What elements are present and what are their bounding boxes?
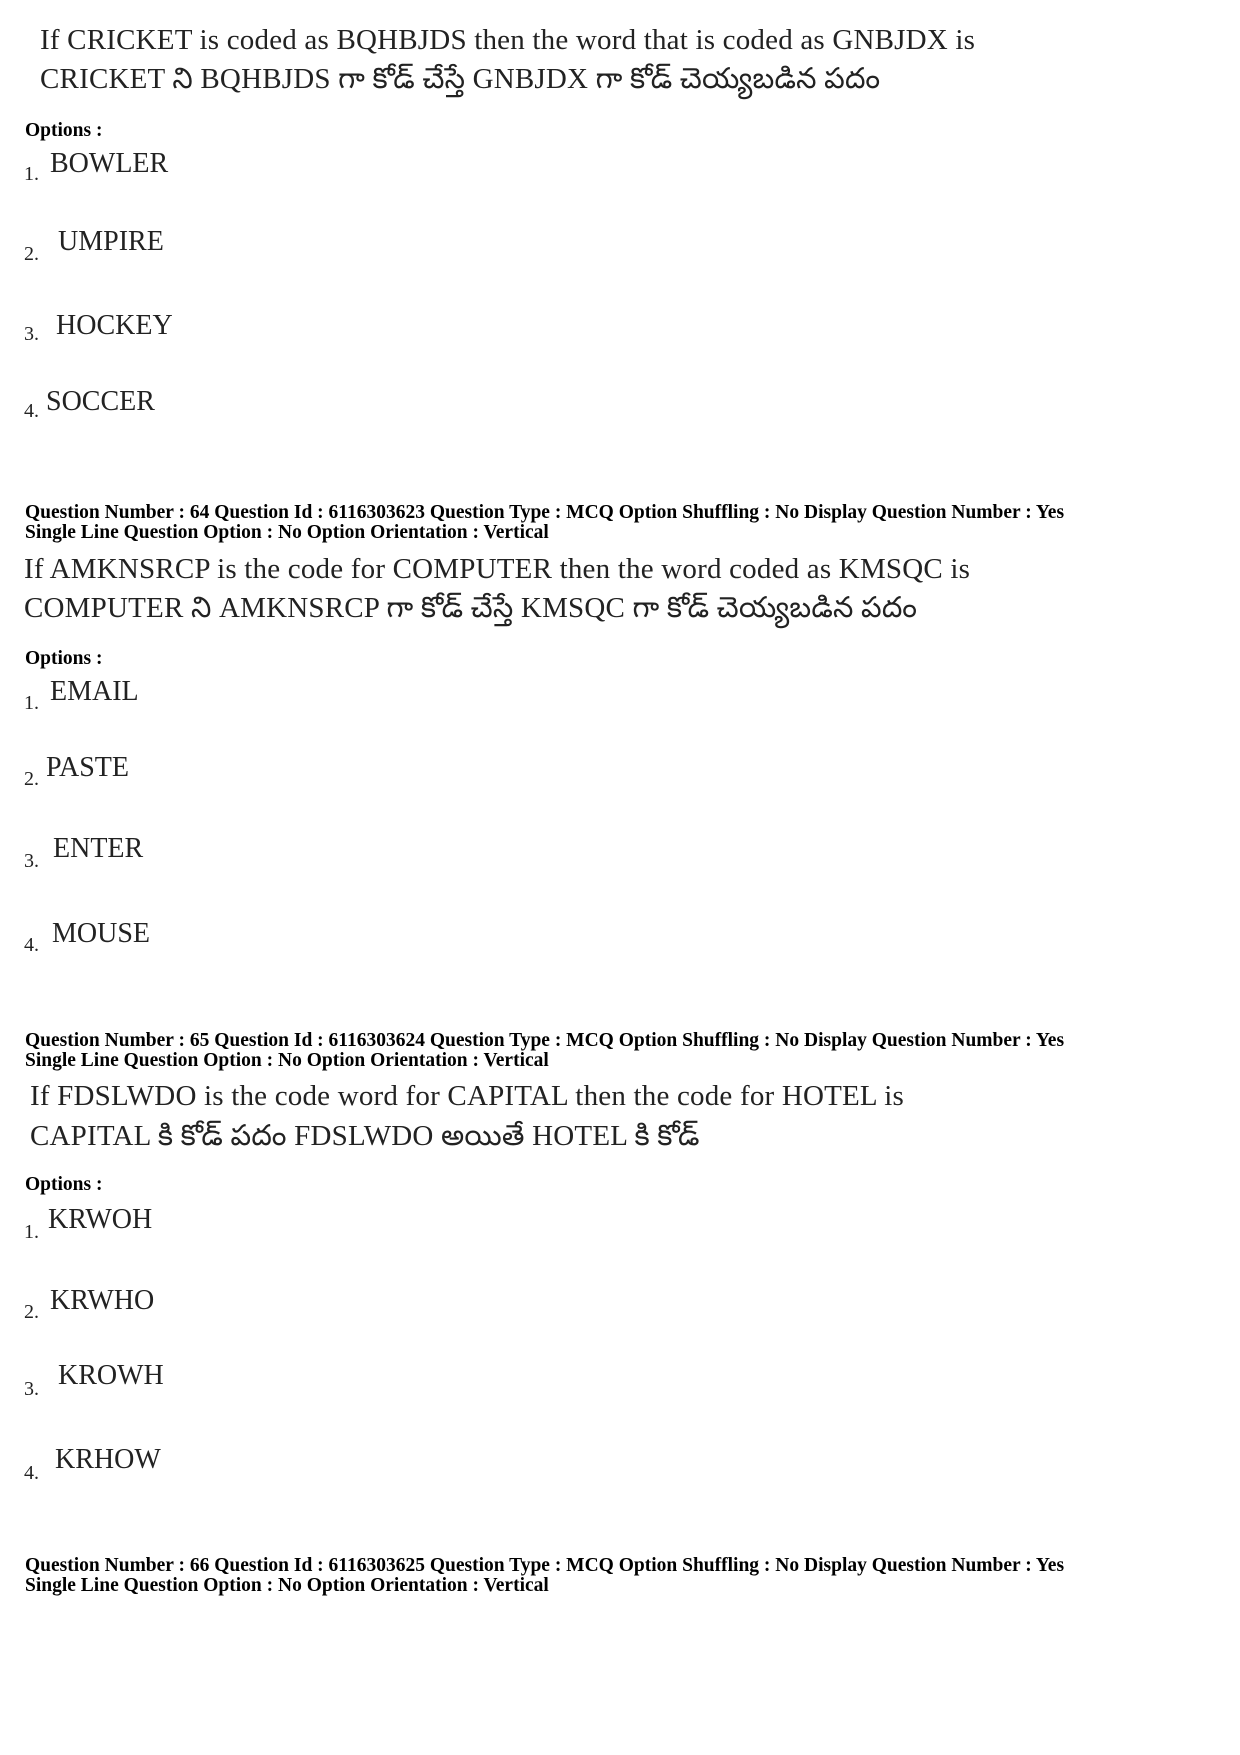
option-number: 1. [24, 163, 39, 185]
options-heading: Options : [25, 648, 103, 669]
question-text-te: COMPUTER ని AMKNSRCP గా కోడ్ చేస్తే KMSQC గా కోడ్ చెయ్యబడిన పదం [24, 592, 918, 624]
option-number: 1. [24, 692, 39, 714]
option-text: KRWOH [48, 1204, 153, 1235]
option-text: MOUSE [52, 918, 151, 949]
option-number: 3. [24, 850, 39, 872]
option-text: SOCCER [46, 386, 155, 417]
option-text: EMAIL [50, 676, 139, 707]
option-text: PASTE [46, 752, 130, 783]
option-number: 3. [24, 323, 39, 345]
option-number: 4. [24, 1462, 39, 1484]
question-meta-line2: Single Line Question Option : No Option Orientation : Vertical [25, 522, 549, 543]
option-number: 4. [24, 400, 39, 422]
option-number: 2. [24, 243, 39, 265]
question-text-te: CAPITAL కి కోడ్ పదం FDSLWDO అయితే HOTEL కి కోడ్ [30, 1120, 700, 1152]
question-text-en: If CRICKET is coded as BQHBJDS then the word that is coded as GNBJDX is [40, 24, 976, 56]
question-meta-line1: Question Number : 64 Question Id : 6116303623 Question Type : MCQ Option Shuffling : No Display Question Number : Yes [25, 502, 1065, 523]
option-number: 1. [24, 1221, 39, 1243]
question-text-en: If AMKNSRCP is the code for COMPUTER then the word coded as KMSQC is [24, 553, 971, 585]
question-meta-line2: Single Line Question Option : No Option Orientation : Vertical [25, 1050, 549, 1071]
option-text: BOWLER [50, 148, 169, 179]
options-heading: Options : [25, 1174, 103, 1195]
option-text: HOCKEY [56, 310, 173, 341]
option-text: KROWH [58, 1360, 164, 1391]
option-number: 3. [24, 1378, 39, 1400]
option-number: 4. [24, 934, 39, 956]
options-heading: Options : [25, 120, 103, 141]
option-number: 2. [24, 1301, 39, 1323]
option-text: KRHOW [55, 1444, 161, 1475]
question-meta-line2: Single Line Question Option : No Option Orientation : Vertical [25, 1575, 549, 1596]
option-text: UMPIRE [58, 226, 164, 257]
option-number: 2. [24, 768, 39, 790]
option-text: ENTER [53, 833, 144, 864]
option-text: KRWHO [50, 1285, 155, 1316]
question-text-en: If FDSLWDO is the code word for CAPITAL then the code for HOTEL is [30, 1080, 904, 1112]
question-text-te: CRICKET ని BQHBJDS గా కోడ్ చేస్తే GNBJDX గా కోడ్ చెయ్యబడిన పదం [40, 63, 881, 95]
question-meta-line1: Question Number : 66 Question Id : 6116303625 Question Type : MCQ Option Shuffling : No Display Question Number : Yes [25, 1555, 1065, 1576]
question-meta-line1: Question Number : 65 Question Id : 6116303624 Question Type : MCQ Option Shuffling : No Display Question Number : Yes [25, 1030, 1065, 1051]
